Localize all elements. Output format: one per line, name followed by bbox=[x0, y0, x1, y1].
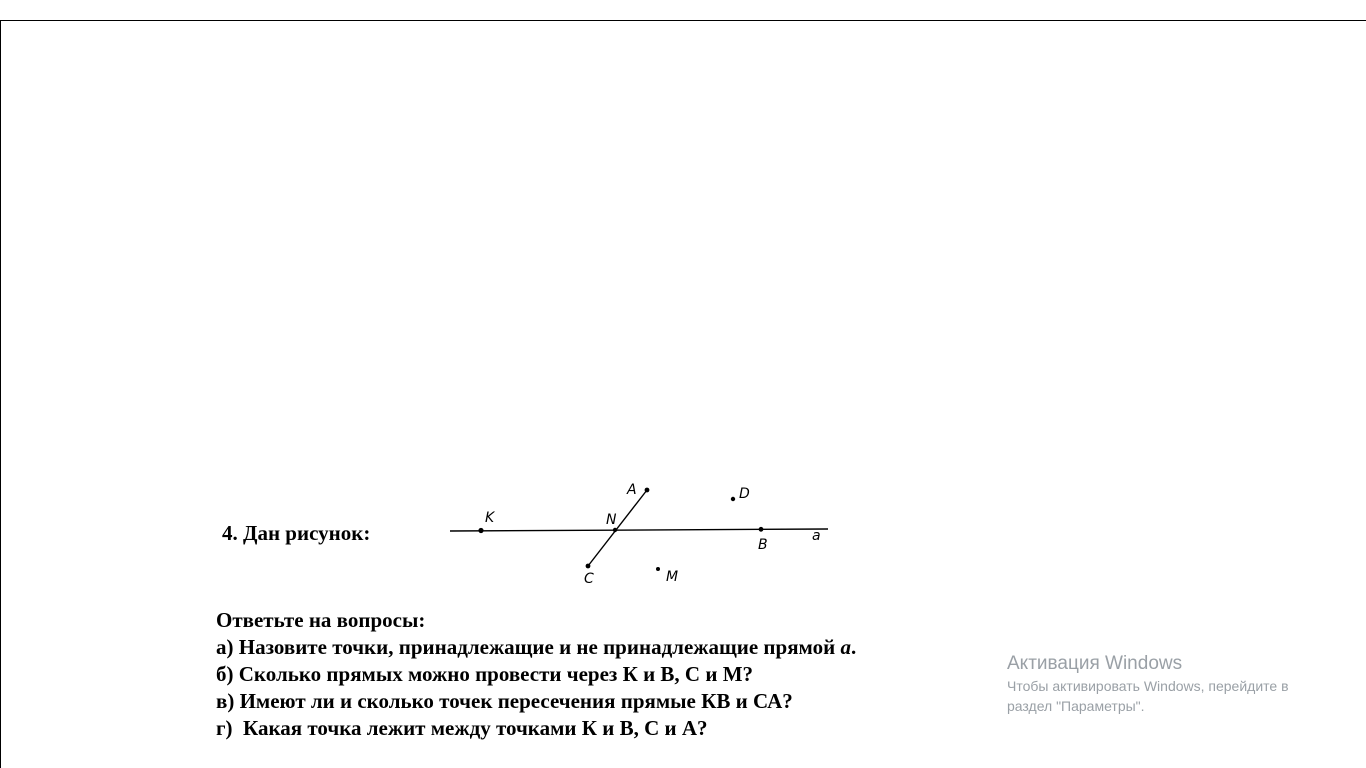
label-a: A bbox=[627, 482, 637, 498]
point-b bbox=[759, 527, 764, 532]
point-m bbox=[656, 567, 660, 571]
questions-heading: Ответьте на вопросы: bbox=[216, 608, 426, 632]
point-a bbox=[645, 488, 650, 493]
question-b: б) Сколько прямых можно провести через К и В, С и М? bbox=[216, 662, 754, 686]
page-border-top bbox=[0, 20, 1366, 21]
question-g: г) Какая точка лежит между точками К и В, С и А? bbox=[216, 716, 708, 740]
point-d bbox=[731, 497, 735, 501]
watermark-title: Активация Windows bbox=[1007, 653, 1183, 674]
geometry-figure bbox=[440, 474, 840, 594]
windows-activation-watermark bbox=[1007, 652, 1317, 716]
questions-block bbox=[216, 607, 856, 742]
watermark-line-2: раздел "Параметры". bbox=[1007, 698, 1145, 714]
question-a-end: . bbox=[850, 635, 857, 659]
task-title: 4. Дан рисунок: bbox=[222, 521, 371, 545]
page-border-left bbox=[0, 20, 1, 768]
point-n bbox=[613, 528, 617, 532]
question-a-text: а) Назовите точки, принадлежащие и не принадлежащие прямой bbox=[216, 635, 841, 659]
point-c bbox=[586, 564, 591, 569]
label-line-a: a bbox=[812, 528, 821, 544]
point-k bbox=[478, 528, 483, 533]
segment-ca bbox=[588, 490, 647, 566]
label-n: N bbox=[606, 512, 617, 528]
label-k: K bbox=[485, 510, 495, 526]
question-a-variable: а bbox=[840, 635, 851, 659]
label-m: M bbox=[666, 569, 679, 585]
label-b: B bbox=[758, 537, 768, 553]
label-d: D bbox=[739, 486, 750, 502]
label-c: C bbox=[584, 571, 594, 587]
question-v: в) Имеют ли и сколько точек пересечения прямые КВ и СА? bbox=[216, 689, 793, 713]
watermark-line-1: Чтобы активировать Windows, перейдите в bbox=[1007, 678, 1289, 694]
question-a bbox=[216, 634, 856, 661]
line-a bbox=[450, 529, 828, 531]
